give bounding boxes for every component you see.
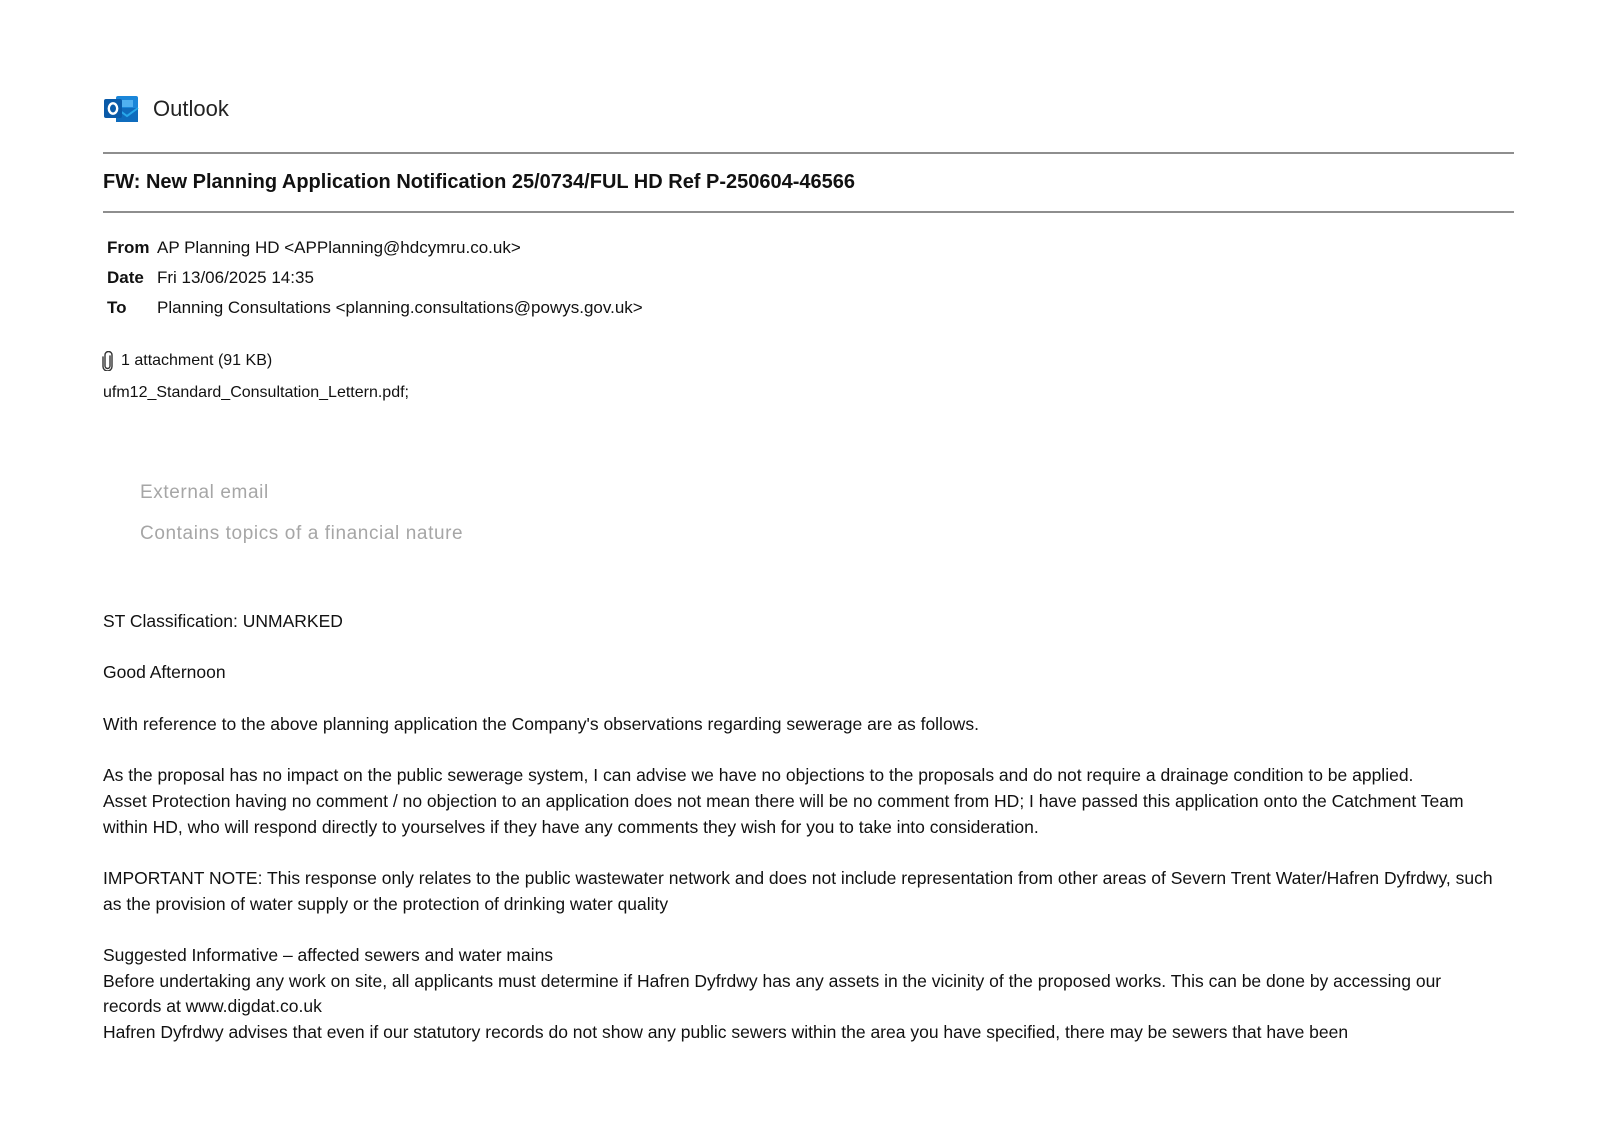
body-paragraph: Before undertaking any work on site, all applicants must determine if Hafren Dyfrdwy has any assets in the vicinity of the proposed works. This can be done by accessing our records at www.digdat.co.uk [103,970,1442,1017]
email-headers [107,233,643,323]
body-paragraph: As the proposal has no impact on the public sewerage system, I can advise we have no objections to the proposals and do not require a drainage condition to be applied. [103,765,1414,786]
body-paragraph: With reference to the above planning application the Company's observations regarding sewerage are as follows. [103,713,979,734]
body-paragraph: Asset Protection having no comment / no objection to an application does not mean there will be no comment from HD; I have passed this application onto the Catchment Team within HD, who will respond directly to yourselves if they have any comments they wish for you to take into consideration. [103,790,1464,837]
financial-topics-tag: Contains topics of a financial nature [140,523,464,544]
informative-heading: Suggested Informative – affected sewers and water mains [103,945,554,966]
recipient[interactable]: Planning Consultations <planning.consultations@powys.gov.uk> [157,298,643,317]
header-label: From [107,238,150,257]
paperclip-icon [102,351,114,371]
greeting: Good Afternoon [103,662,226,683]
sender[interactable]: AP Planning HD <APPlanning@hdcymru.co.uk> [157,238,521,257]
external-email-tag: External email [140,482,269,503]
app-name: Outlook [153,96,229,121]
outlook-icon [103,92,141,126]
divider-bottom [103,211,1514,213]
email-subject: FW: New Planning Application Notification 25/0734/FUL HD Ref P-250604-46566 [103,171,856,193]
header-from [107,233,643,263]
attachment-count: 1 attachment (91 KB) [121,352,273,369]
header-to [107,293,643,323]
outlook-brand [103,92,229,126]
important-note: IMPORTANT NOTE: This response only relates to the public wastewater network and does not include representation from other areas of Severn Trent Water/Hafren Dyfrdwy, such as the provision of water supply or the protection of drinking water quality [103,867,1493,914]
classification-line: ST Classification: UNMARKED [103,611,343,631]
header-label: To [107,298,127,317]
header-label: Date [107,268,144,287]
attachment-filename[interactable]: ufm12_Standard_Consultation_Lettern.pdf; [103,384,409,401]
sent-date: Fri 13/06/2025 14:35 [157,268,314,287]
attachment-summary [102,351,272,371]
divider-top [103,152,1514,154]
email-body [103,609,1503,1046]
body-paragraph: Hafren Dyfrdwy advises that even if our statutory records do not show any public sewers within the area you have specified, there may be sewers that have been [103,1022,1349,1043]
header-date [107,263,643,293]
